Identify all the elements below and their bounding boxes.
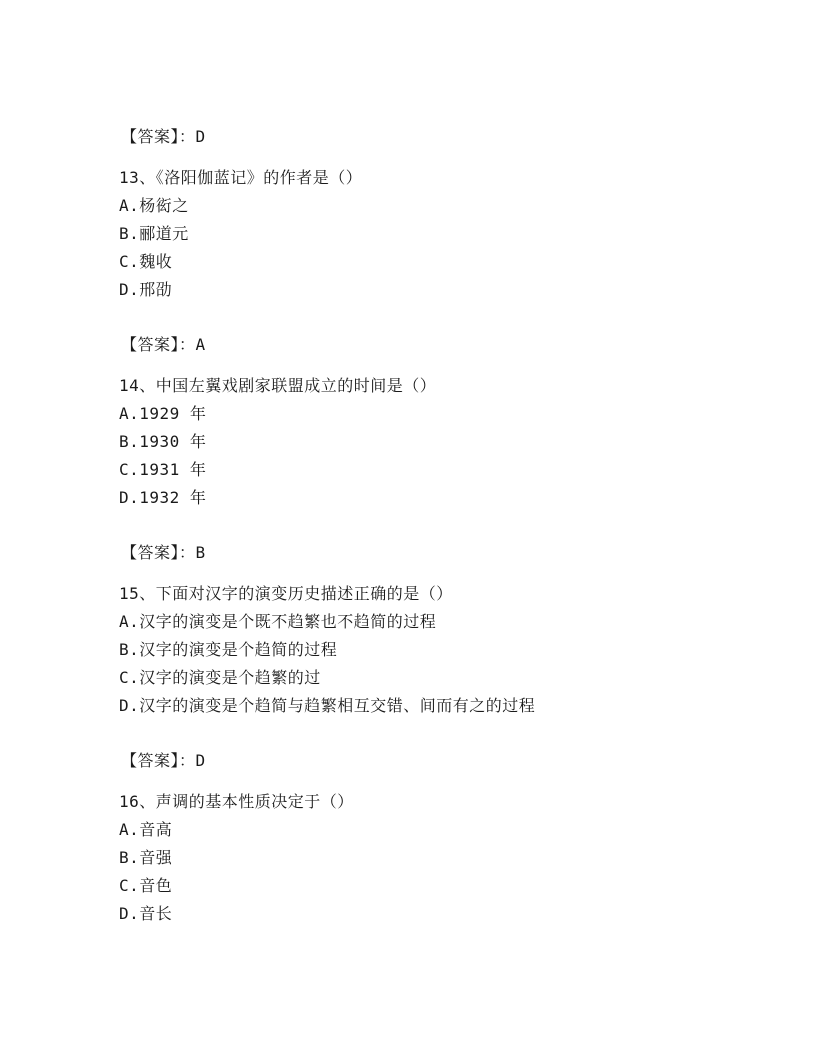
option-13-b: B.郦道元 [119, 224, 189, 243]
option-14-c: C.1931 年 [119, 460, 207, 479]
answer-line: 【答案】：D [121, 127, 206, 146]
answer-line-15: 【答案】：D [121, 751, 206, 770]
option-13-a: A.杨衒之 [119, 196, 189, 215]
option-13-c: C.魏收 [119, 252, 173, 271]
option-15-d: D.汉字的演变是个趋简与趋繁相互交错、间而有之的过程 [119, 696, 536, 715]
question-15: 15、下面对汉字的演变历史描述正确的是（） [119, 584, 453, 603]
option-16-a: A.音高 [119, 820, 173, 839]
option-15-b: B.汉字的演变是个趋简的过程 [119, 640, 338, 659]
option-16-d: D.音长 [119, 904, 173, 923]
answer-line-14: 【答案】：B [121, 543, 206, 562]
option-16-c: C.音色 [119, 876, 173, 895]
answer-line-13: 【答案】：A [121, 335, 206, 354]
option-14-a: A.1929 年 [119, 404, 207, 423]
option-15-c: C.汉字的演变是个趋繁的过 [119, 668, 321, 687]
option-14-b: B.1930 年 [119, 432, 207, 451]
question-16: 16、声调的基本性质决定于（） [119, 792, 354, 811]
question-14: 14、中国左翼戏剧家联盟成立的时间是（） [119, 376, 437, 395]
question-13: 13、《洛阳伽蓝记》的作者是（） [119, 168, 363, 187]
option-14-d: D.1932 年 [119, 488, 207, 507]
option-16-b: B.音强 [119, 848, 173, 867]
option-13-d: D.邢劭 [119, 280, 173, 299]
option-15-a: A.汉字的演变是个既不趋繁也不趋简的过程 [119, 612, 437, 631]
